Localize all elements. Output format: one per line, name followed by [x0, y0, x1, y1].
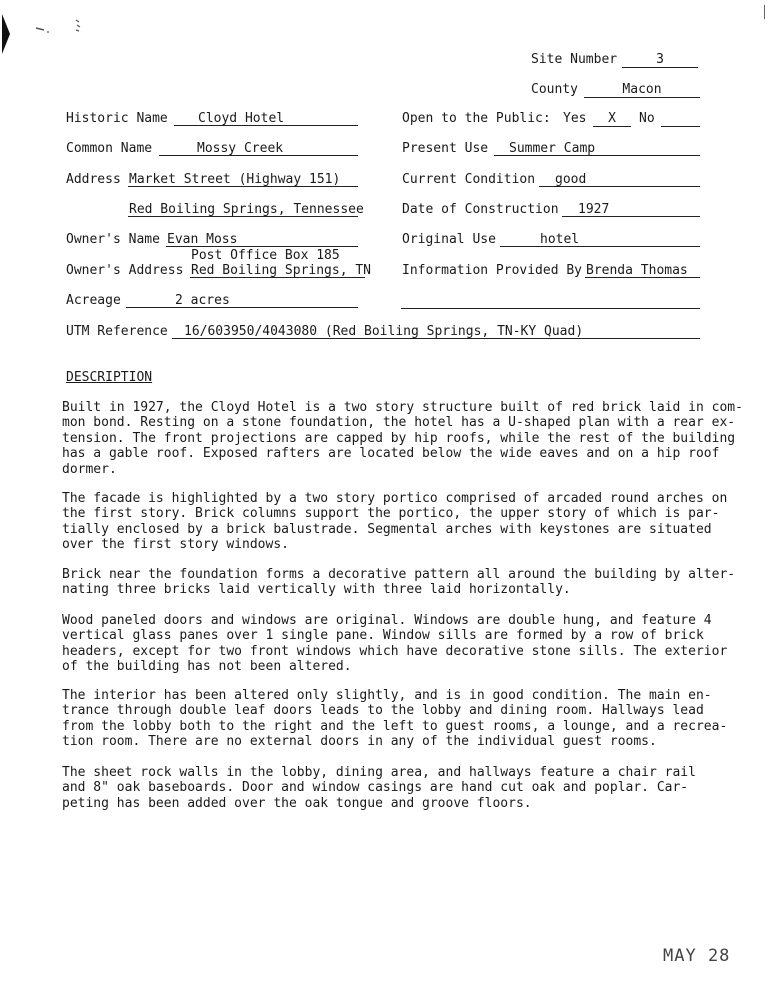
- binding-mark: [0, 14, 14, 54]
- historic-name-label: Historic Name: [66, 111, 168, 126]
- yes-value: X: [593, 111, 631, 127]
- text-line: and 8" oak baseboards. Door and window casings are hand cut oak and poplar. Car-: [62, 780, 689, 796]
- owners-name-value: Evan Moss: [166, 232, 358, 247]
- text-line: headers, except for two front windows which have decorative stone sills. The exterior: [62, 643, 728, 659]
- address-label: Address: [66, 172, 121, 187]
- information-provided-value: Brenda Thomas: [585, 263, 700, 278]
- text-line: the first story. Brick columns support the portico, the upper story of which is par-: [62, 506, 720, 522]
- description-paragraph-6: [62, 765, 752, 811]
- current-condition-value: good: [539, 172, 700, 187]
- present-use-value: Summer Camp: [494, 141, 700, 156]
- owners-address-line1: Post Office Box 185: [191, 248, 340, 263]
- utm-reference-label: UTM Reference: [66, 324, 168, 339]
- description-paragraph-3: [62, 567, 752, 598]
- common-name-value: Mossy Creek: [159, 141, 358, 156]
- text-line: has a gable roof. Exposed rafters are located below the wide eaves and on a hip roof: [62, 446, 720, 462]
- text-line: nating three bricks laid vertically with three laid horizontally.: [62, 582, 571, 598]
- scan-specks: [30, 16, 90, 40]
- text-line: peting has been added over the oak tongue and groove floors.: [62, 795, 532, 811]
- description-heading: DESCRIPTION: [66, 370, 153, 385]
- text-line: trance through double leaf doors leads to the lobby and dining room. Hallways lead: [62, 703, 704, 719]
- present-use-label: Present Use: [402, 141, 489, 156]
- text-line: tially enclosed by a brick balustrade. Segmental arches with keystones are situated: [62, 521, 712, 537]
- no-label: No: [639, 111, 655, 126]
- historic-name-value: Cloyd Hotel: [174, 111, 358, 126]
- owners-address-line2: Red Boiling Springs, TN: [191, 263, 372, 278]
- site-number-value: 3: [622, 52, 698, 68]
- original-use-value: hotel: [500, 232, 700, 247]
- common-name-label: Common Name: [66, 141, 153, 156]
- edge-tick: [764, 5, 765, 19]
- open-to-public-label: Open to the Public:: [402, 111, 551, 126]
- text-line: Wood paneled doors and windows are original. Windows are double hung, and feature 4: [62, 613, 712, 628]
- original-use-label: Original Use: [402, 232, 496, 247]
- text-line: vertical glass panes over 1 single pane. Window sills are formed by a row of brick: [62, 628, 704, 644]
- description-paragraph-1: [62, 400, 752, 477]
- current-condition-label: Current Condition: [402, 172, 536, 187]
- county-label: County: [531, 82, 578, 97]
- text-line: tension. The front projections are capped by hip roofs, while the rest of the building: [62, 430, 736, 446]
- utm-reference-value: 16/603950/4043080 (Red Boiling Springs, TN-KY Quad): [172, 324, 700, 339]
- date-of-construction-value: 1927: [562, 202, 700, 217]
- text-line: The interior has been altered only slightly, and is in good condition. The main en-: [62, 688, 712, 703]
- address-line2: Red Boiling Springs, Tennessee: [129, 202, 364, 217]
- information-provided-label: Information Provided By: [402, 263, 583, 278]
- acreage-label: Acreage: [66, 293, 121, 308]
- blank-line: [401, 293, 700, 309]
- text-line: of the building has not been altered.: [62, 659, 352, 675]
- text-line: over the first story windows.: [62, 537, 289, 553]
- text-line: The sheet rock walls in the lobby, dining area, and hallways feature a chair rail: [62, 765, 696, 780]
- description-paragraph-4: [62, 613, 752, 675]
- date-of-construction-label: Date of Construction: [402, 202, 559, 217]
- date-stamp: MAY 28: [663, 946, 731, 966]
- address-line1: Market Street (Highway 151): [128, 172, 358, 187]
- description-paragraph-2: [62, 491, 752, 553]
- owners-name-label: Owner's Name: [66, 232, 160, 247]
- yes-label: Yes: [563, 111, 587, 126]
- text-line: mon bond. Resting on a stone foundation, the hotel has a U-shaped plan with a rear ex-: [62, 415, 736, 431]
- acreage-value: 2 acres: [126, 293, 358, 308]
- text-line: tion room. There are no external doors in any of the individual guest rooms.: [62, 734, 657, 750]
- text-line: The facade is highlighted by a two story portico comprised of arcaded round arches on: [62, 491, 728, 506]
- owners-address-label: Owner's Address: [66, 263, 184, 278]
- text-line: dormer.: [62, 461, 117, 477]
- text-line: from the lobby both to the right and the left to guest rooms, a lounge, and a recrea-: [62, 718, 728, 734]
- county-value: Macon: [584, 82, 700, 98]
- text-line: Brick near the foundation forms a decorative pattern all around the building by alter-: [62, 567, 736, 582]
- site-number-label: Site Number: [531, 52, 618, 67]
- no-value-blank: [661, 111, 700, 127]
- text-line: Built in 1927, the Cloyd Hotel is a two story structure built of red brick laid in com-: [62, 400, 743, 415]
- description-paragraph-5: [62, 688, 752, 750]
